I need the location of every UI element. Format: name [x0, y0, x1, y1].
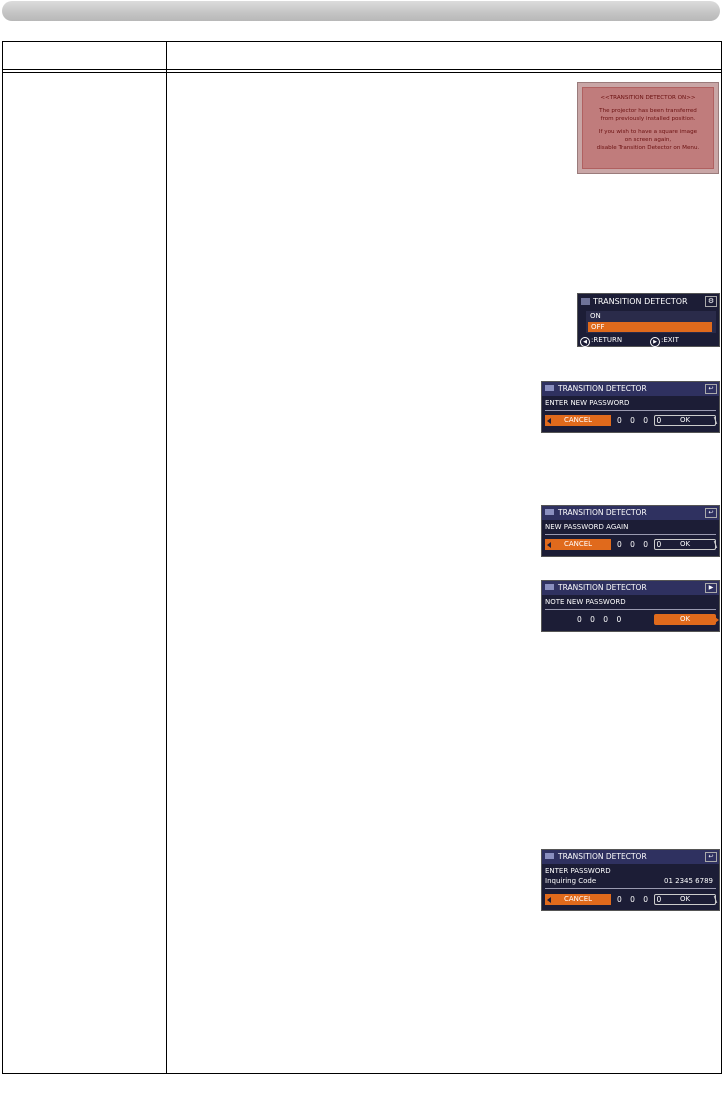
dialog-title: TRANSITION DETECTOR [545, 507, 647, 519]
dialog-prompt: NOTE NEW PASSWORD [545, 598, 626, 606]
right-arrow-icon: ▶ [650, 337, 660, 347]
ok-button[interactable]: OK [654, 614, 716, 625]
content-table [2, 41, 722, 1074]
menu-options [586, 311, 716, 333]
inquiring-code-label: Inquiring Code [545, 877, 597, 885]
dialog-divider [545, 609, 716, 610]
note-new-password-dialog [541, 580, 720, 632]
dialog-title: TRANSITION DETECTOR [545, 383, 647, 395]
left-arrow-icon: ◀ [580, 337, 590, 347]
warning-line: on screen again, [624, 137, 672, 143]
exit-button[interactable]: ▶ :EXIT [650, 335, 679, 347]
password-input[interactable]: 0 0 0 0 [617, 540, 665, 549]
transition-warning-screen [577, 82, 719, 174]
cancel-button[interactable]: CANCEL [545, 415, 611, 426]
cancel-button[interactable]: CANCEL [545, 539, 611, 550]
right-arrow-icon: ▶ [705, 583, 717, 593]
dialog-prompt: NEW PASSWORD AGAIN [545, 523, 629, 531]
dialog-prompt: ENTER PASSWORD [545, 867, 611, 875]
table-column-divider [166, 41, 167, 1074]
warning-line: If you wish to have a square image [598, 129, 698, 135]
cancel-button[interactable]: CANCEL [545, 894, 611, 905]
return-button[interactable]: ◀ :RETURN [580, 336, 622, 344]
menu-footer [580, 335, 718, 347]
menu-title: TRANSITION DETECTOR [581, 296, 688, 308]
option-off[interactable]: OFF [588, 322, 712, 332]
enter-new-password-dialog [541, 381, 720, 433]
dialog-divider [545, 534, 716, 535]
password-row [545, 415, 716, 426]
password-display: 0 0 0 0 [577, 615, 625, 624]
return-icon: ↩ [705, 384, 717, 394]
dialog-title: TRANSITION DETECTOR [545, 582, 647, 594]
password-input[interactable]: 0 0 0 0 [617, 895, 665, 904]
dialog-title: TRANSITION DETECTOR [545, 851, 647, 863]
table-header-divider [2, 69, 722, 73]
inquiring-code-value: 01 2345 6789 [664, 877, 713, 885]
menu-icon [545, 853, 554, 859]
section-header-bar [2, 1, 720, 21]
ok-button[interactable]: OK [654, 415, 716, 426]
warning-message [582, 87, 714, 169]
return-icon: ↩ [705, 508, 717, 518]
warning-heading: <<TRANSITION DETECTOR ON>> [600, 95, 696, 101]
warning-line: The projector has been transferred [599, 108, 697, 114]
enter-password-dialog [541, 849, 720, 911]
password-row [545, 614, 716, 625]
dialog-divider [545, 410, 716, 411]
option-on[interactable]: ON [590, 312, 601, 320]
settings-icon: ⚙ [705, 296, 717, 307]
menu-icon [545, 385, 554, 391]
dialog-prompt: ENTER NEW PASSWORD [545, 399, 630, 407]
transition-detector-menu [577, 293, 720, 347]
menu-icon [545, 509, 554, 515]
menu-icon [545, 584, 554, 590]
ok-button[interactable]: OK [654, 539, 716, 550]
return-icon: ↩ [705, 852, 717, 862]
password-row [545, 539, 716, 550]
warning-line: disable Transition Detector on Menu. [596, 145, 700, 151]
ok-button[interactable]: OK [654, 894, 716, 905]
password-input[interactable]: 0 0 0 0 [617, 416, 665, 425]
warning-line: from previously installed position. [600, 116, 696, 122]
dialog-divider [545, 888, 716, 889]
password-row [545, 894, 716, 905]
new-password-again-dialog [541, 505, 720, 557]
menu-icon [581, 298, 590, 305]
